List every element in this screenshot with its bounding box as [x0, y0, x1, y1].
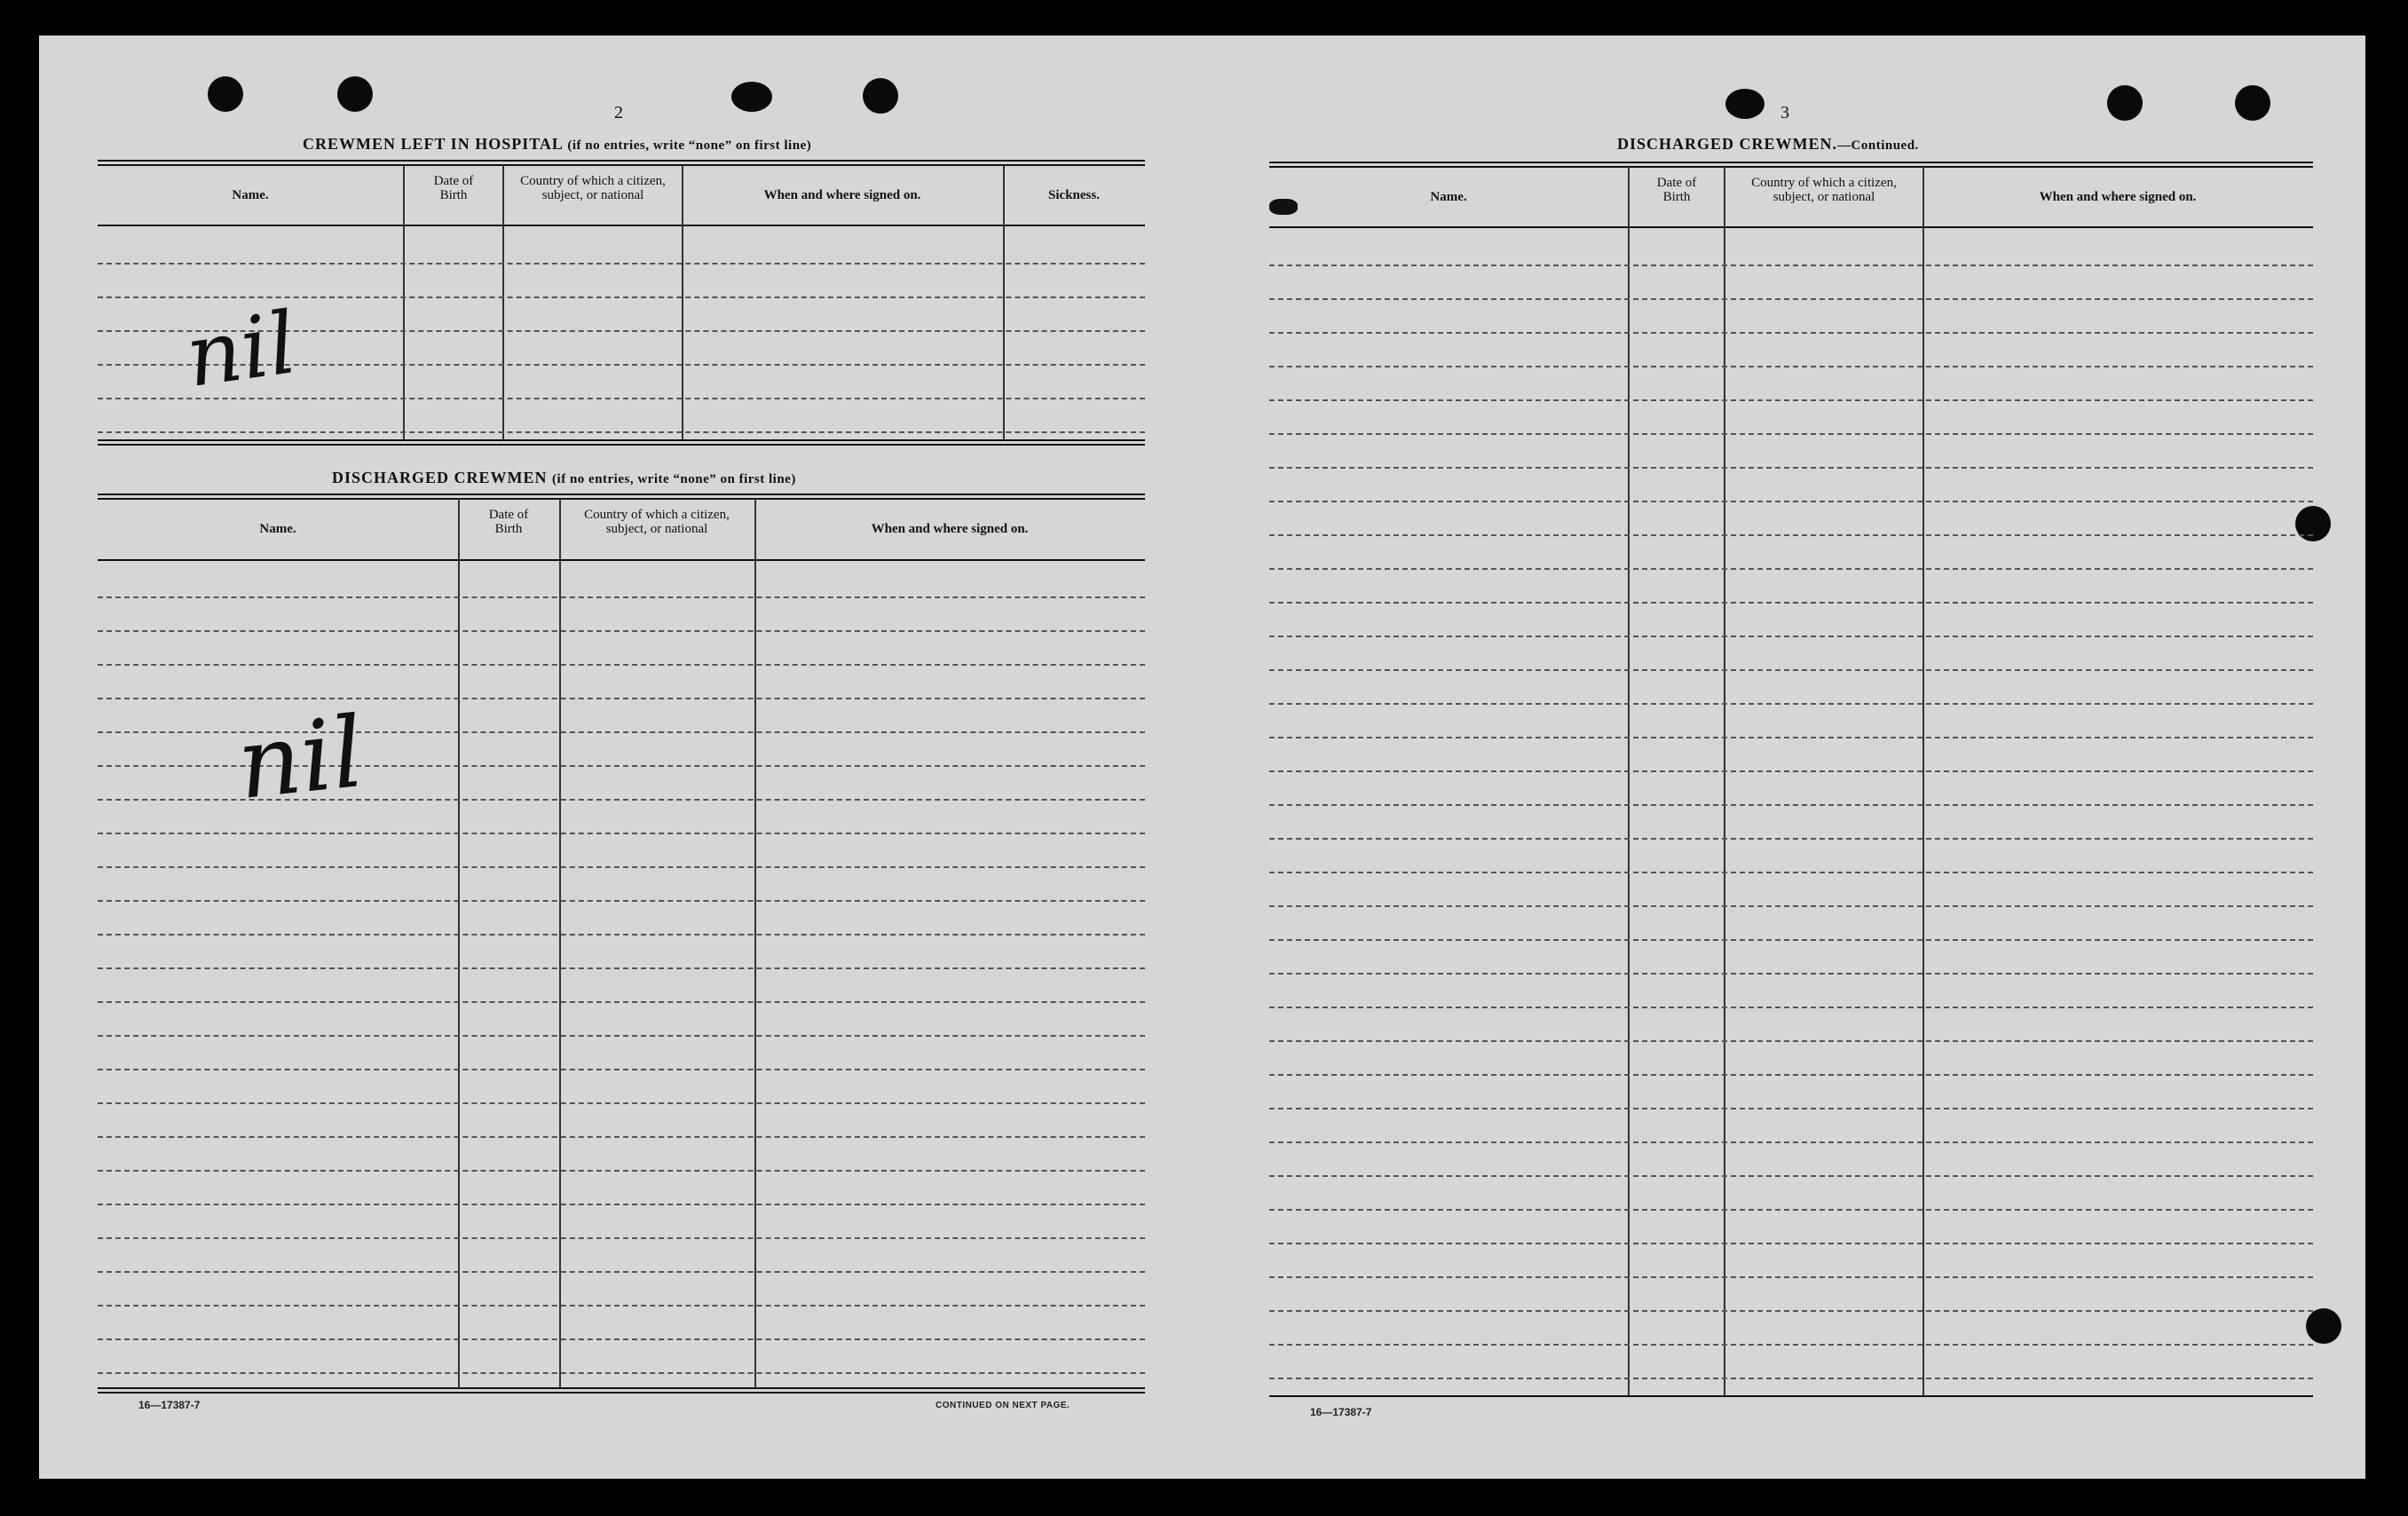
punch-hole [863, 78, 898, 114]
punch-hole [208, 76, 243, 112]
table-row-line [1269, 669, 2313, 671]
table-row-line [1269, 399, 2313, 401]
table-row-line [98, 1372, 1145, 1374]
handwritten-nil-hospital: nil [179, 292, 303, 407]
table-row-line [1269, 872, 2313, 873]
table-row-line [1269, 1141, 2313, 1143]
continued-note: CONTINUED ON NEXT PAGE. [936, 1401, 1070, 1410]
table-row-line [1269, 568, 2313, 570]
column-header-signed-on: When and where signed on. [763, 188, 921, 202]
table-row-line [1269, 1243, 2313, 1244]
form-number-right: 16—17387-7 [1310, 1406, 1372, 1418]
table-row-line [1269, 737, 2313, 738]
table-row-line [98, 1170, 1145, 1172]
table-row-line [1269, 332, 2313, 334]
discharged-continued-title: DISCHARGED CREWMEN.—Continued. [1617, 135, 1919, 153]
table-row-line [98, 431, 1145, 433]
table-row-line [98, 1035, 1145, 1037]
table-row-line [1269, 804, 2313, 806]
table-row-line [1269, 838, 2313, 840]
table-row-line [1269, 1378, 2313, 1379]
table-row-line [1269, 265, 2313, 266]
table-row-line [98, 1204, 1145, 1205]
table-row-line [1269, 636, 2313, 637]
table-row-line [1269, 1276, 2313, 1278]
table-row-line [98, 596, 1145, 598]
table-row-line [1269, 703, 2313, 705]
table-row-line [1269, 973, 2313, 975]
table-row-line [98, 1102, 1145, 1104]
table-row-line [1269, 905, 2313, 907]
column-header-country: Country of which a citizen, subject, or national [1751, 176, 1897, 204]
column-header-date-of-birth: Date of Birth [1656, 176, 1697, 204]
table-row-line [98, 934, 1145, 936]
table-row-line [98, 1271, 1145, 1273]
table-row-line [98, 698, 1145, 699]
punch-hole [2107, 85, 2143, 121]
column-header-signed-on: When and where signed on. [2039, 190, 2197, 204]
table-row-line [98, 1305, 1145, 1307]
column-header-name: Name. [1430, 190, 1467, 204]
table-row-line [1269, 1344, 2313, 1346]
column-header-country: Country of which a citizen, subject, or national [584, 508, 730, 536]
punch-hole [337, 76, 373, 112]
table-row-line [1269, 433, 2313, 435]
table-row-line [98, 1136, 1145, 1138]
column-header-name: Name. [232, 188, 269, 202]
table-row-line [98, 1237, 1145, 1239]
table-row-line [1269, 939, 2313, 941]
table-row-line [1269, 602, 2313, 604]
page-number-right: 3 [1780, 103, 1789, 122]
table-row-line [1269, 1007, 2313, 1008]
table-row-line [1269, 298, 2313, 300]
table-row-line [98, 900, 1145, 902]
table-row-line [98, 967, 1145, 969]
table-row-line [1269, 1175, 2313, 1177]
table-row-line [1269, 1074, 2313, 1076]
table-row-line [98, 1069, 1145, 1070]
table-row-line [1269, 366, 2313, 367]
column-header-date-of-birth: Date of Birth [488, 508, 529, 536]
column-header-country: Country of which a citizen, subject, or national [520, 174, 666, 202]
table-row-line [1269, 501, 2313, 502]
form-number-left: 16—17387-7 [138, 1399, 201, 1411]
table-row-line [98, 1001, 1145, 1003]
table-row-line [1269, 467, 2313, 469]
table-row-line [98, 263, 1145, 265]
table-row-line [1269, 1310, 2313, 1312]
handwritten-nil-discharged: nil [232, 694, 369, 822]
column-header-name: Name. [259, 522, 296, 536]
punch-hole [2235, 85, 2270, 121]
punch-hole [1725, 89, 1765, 119]
table-row-line [98, 630, 1145, 632]
punch-hole [2306, 1308, 2341, 1344]
punch-hole [731, 82, 772, 112]
punch-hole [2295, 506, 2331, 541]
discharged-section-title: DISCHARGED CREWMEN (if no entries, write “none” on first line) [332, 469, 796, 486]
table-row-line [98, 833, 1145, 834]
table-row-line [1269, 1108, 2313, 1109]
table-row-line [98, 866, 1145, 868]
column-header-date-of-birth: Date of Birth [433, 174, 474, 202]
table-row-line [98, 664, 1145, 666]
hospital-section-title: CREWMEN LEFT IN HOSPITAL (if no entries, write “none” on first line) [303, 135, 812, 153]
page-number-left: 2 [614, 103, 623, 122]
table-row-line [98, 1338, 1145, 1340]
table-row-line [1269, 770, 2313, 772]
column-header-signed-on: When and where signed on. [871, 522, 1029, 536]
table-row-line [1269, 534, 2313, 536]
table-row-line [1269, 1040, 2313, 1042]
column-header-sickness: Sickness. [1048, 188, 1100, 202]
table-row-line [1269, 1209, 2313, 1211]
document-sheet [39, 36, 2365, 1479]
